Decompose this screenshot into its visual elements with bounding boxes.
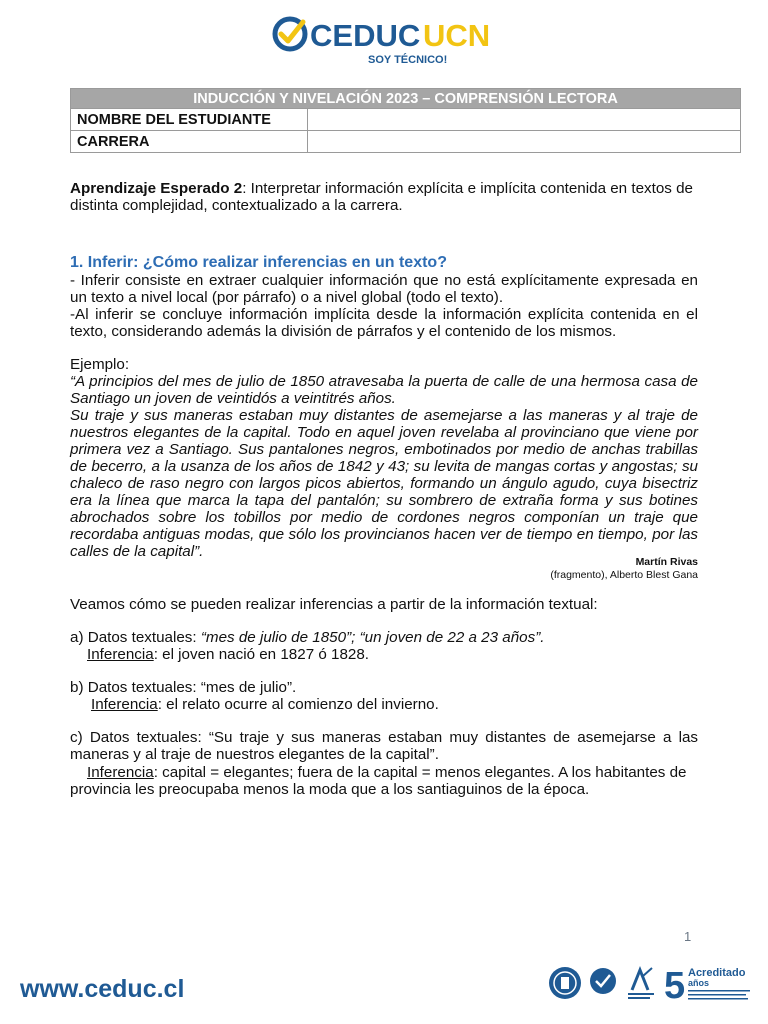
inference-b-prefix: b) Datos textuales: <box>70 679 201 696</box>
inference-b-result <box>70 696 719 713</box>
table-title: INDUCCIÓN Y NIVELACIÓN 2023 – COMPRENSIÓN LECTORA <box>71 89 741 109</box>
page-number: 1 <box>684 929 692 944</box>
section-paragraph-2: -Al inferir se concluye información implícita desde la información explícita contenida en el texto, considerando además la división de párrafos y el contenido de los mismos. <box>70 306 698 340</box>
learning-text: : Interpretar información explícita e implícita contenida en textos de distinta complejidad, contextualizado a la carrera. <box>70 180 693 214</box>
learning-objective <box>70 180 700 214</box>
example-label: Ejemplo: <box>70 356 130 373</box>
student-name-label: NOMBRE DEL ESTUDIANTE <box>71 109 308 131</box>
check-circle-icon <box>275 19 305 49</box>
university-seal-icon <box>549 967 581 999</box>
inference-c-label: Inferencia <box>87 764 154 781</box>
accreditation-seals <box>548 962 756 1004</box>
student-name-field[interactable] <box>308 109 741 131</box>
sge-seal-icon <box>590 968 616 994</box>
inference-b-data <box>70 679 698 696</box>
source-detail: (fragmento), Alberto Blest Gana <box>550 569 698 581</box>
inference-a-label: Inferencia <box>87 646 154 663</box>
inferences-intro: Veamos cómo se pueden realizar inferencias a partir de la información textual: <box>70 596 598 613</box>
logo-ceduc-text: CEDUC <box>310 18 421 53</box>
cna-logo-icon <box>628 968 654 999</box>
career-label: CARRERA <box>71 131 308 153</box>
inference-a-data <box>70 629 698 646</box>
learning-label: Aprendizaje Esperado 2 <box>70 180 243 197</box>
logo-tagline: SOY TÉCNICO! <box>368 54 448 66</box>
example-quote-1: “A principios del mes de julio de 1850 atravesaba la puerta de calle de una hermosa casa de Santiago un joven de veintidós a veintitrés años. <box>70 373 698 407</box>
table-row <box>71 131 741 153</box>
website-link[interactable]: www.ceduc.cl <box>20 975 185 1003</box>
inference-c-result <box>70 764 698 798</box>
career-field[interactable] <box>308 131 741 153</box>
accreditation-label: Acreditado <box>688 967 746 979</box>
accreditation-number: 5 <box>664 965 686 1004</box>
inference-b-quote: “mes de julio”. <box>200 679 297 696</box>
logo-ucn-text: UCN <box>423 18 491 53</box>
student-info-table <box>70 88 741 153</box>
inference-a-quote: “mes de julio de 1850”; “un joven de 22 a 23 años”. <box>200 629 545 646</box>
section-paragraph-1: - Inferir consiste en extraer cualquier información que no está explícitamente expresada en un texto a nivel local (por párrafo) o a nivel global (todo el texto). <box>70 272 698 306</box>
ceduc-ucn-logo <box>270 12 496 70</box>
inference-a-result <box>70 646 715 663</box>
inference-b-label: Inferencia <box>91 696 158 713</box>
inference-a-text: : el joven nació en 1827 ó 1828. <box>153 646 370 663</box>
example-quote-2: Su traje y sus maneras estaban muy distantes de asemejarse a las maneras y al traje de nuestros elegantes de la capital. Todo en aquel joven revelaba al provinciano que viene por primera vez a Santiago. Sus pantalones negros, embotinados por medio de anchas trabillas de becerro, a la usanza de los años de 1842 y 43; su levita de mangas cortas y angostas; su chaleco de raso negro con largos picos abiertos, formando un ángulo agudo, cuya bisectriz era la línea que marca la tapa del pantalón; su sombrero de extraña forma y sus botines abrochados sobre los tobillos por medio de cordones negros componían un traje que recordaba antiguas modas, que sólo los provincianos hacen ver de tiempo en tiempo, por las calles de la capital”. <box>70 407 698 560</box>
accreditation-years: años <box>688 978 710 988</box>
inference-c-quote: “Su traje y sus maneras estaban muy distantes de asemejarse a las maneras y al traje de nuestros elegantes de la capital”. <box>70 729 698 763</box>
inference-c-text: : capital = elegantes; fuera de la capital = menos elegantes. A los habitantes de provincia les preocupaba menos la moda que a los santiaguinos de la época. <box>70 764 687 798</box>
inference-c-data <box>70 729 698 763</box>
inference-a-prefix: a) Datos textuales: <box>70 629 201 646</box>
table-row <box>71 109 741 131</box>
section-heading: 1. Inferir: ¿Cómo realizar inferencias en un texto? <box>70 254 447 271</box>
inference-c-prefix: c) Datos textuales: <box>70 729 209 746</box>
source-title: Martín Rivas <box>635 556 698 568</box>
inference-b-text: : el relato ocurre al comienzo del invierno. <box>157 696 439 713</box>
